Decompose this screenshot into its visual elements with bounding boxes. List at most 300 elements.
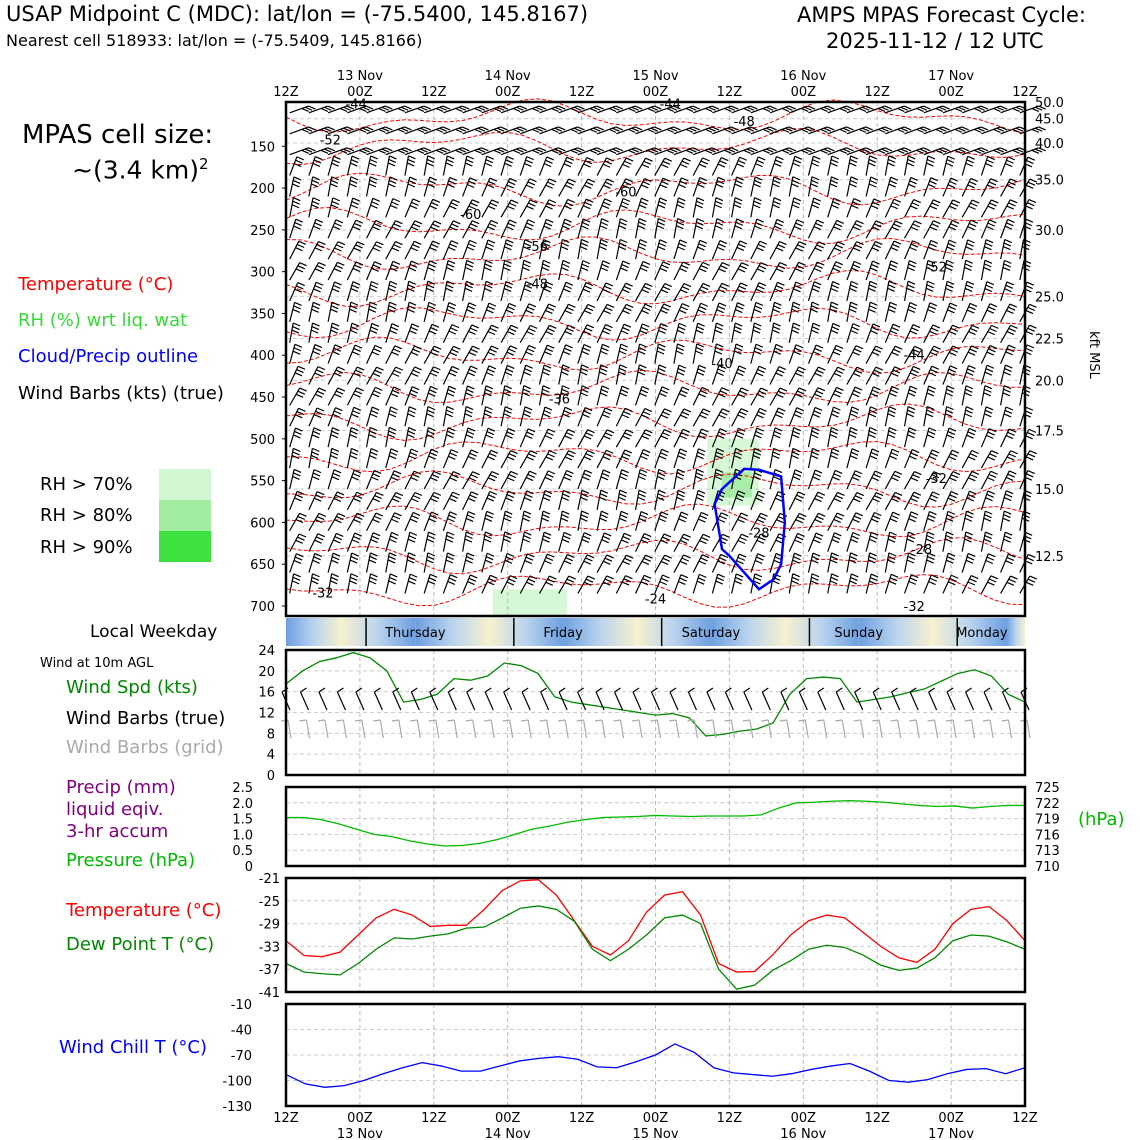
pressure-tick: 600 xyxy=(250,516,275,532)
barb-feather xyxy=(681,307,688,310)
barb-feather xyxy=(296,160,303,163)
barb-feather xyxy=(415,493,422,496)
wind-barb xyxy=(520,511,531,531)
barb-feather xyxy=(624,161,631,164)
barb-feather xyxy=(332,574,339,577)
wind-barb xyxy=(290,344,302,363)
barb-feather xyxy=(582,365,589,368)
barb-feather xyxy=(737,303,744,306)
barb-feather xyxy=(816,533,823,536)
barb-feather xyxy=(893,512,900,515)
barb-feather xyxy=(929,582,936,585)
barb-feather xyxy=(832,156,839,159)
barb-feather xyxy=(641,512,648,515)
wind-barb xyxy=(539,345,554,363)
wind-barb xyxy=(597,158,613,176)
barb-feather xyxy=(678,490,685,493)
barb-feather xyxy=(588,304,595,307)
barb-feather xyxy=(295,373,302,376)
wind-barb xyxy=(751,344,763,363)
barb-staff xyxy=(501,553,507,572)
barb-feather xyxy=(523,267,530,270)
barb-feather xyxy=(506,369,513,372)
barb-feather xyxy=(528,328,535,331)
barb-feather xyxy=(965,539,972,542)
wind-barb xyxy=(962,407,973,427)
barb-staff xyxy=(693,365,699,384)
barb-feather xyxy=(293,435,300,438)
barb-feather xyxy=(988,349,995,352)
legend-rh: RH (%) wrt liq. wat xyxy=(18,310,188,331)
barb-staff xyxy=(693,219,697,239)
barb-feather xyxy=(524,260,531,263)
barb-feather xyxy=(451,450,458,453)
wind-barb xyxy=(962,281,974,300)
barb-feather xyxy=(851,452,858,455)
barb-feather xyxy=(432,224,439,227)
wind-barb xyxy=(981,532,992,552)
barb-feather xyxy=(680,164,687,167)
wind-barb xyxy=(578,283,593,301)
wind-barb xyxy=(847,346,863,364)
barb-staff xyxy=(924,303,930,322)
cycle-time: 2025-11-12 / 12 UTC xyxy=(826,29,1044,53)
barb-staff xyxy=(547,720,550,738)
barb-staff xyxy=(597,261,603,280)
barb-feather xyxy=(504,414,511,417)
barb-feather xyxy=(663,262,670,265)
wind-barb xyxy=(655,344,666,364)
wind-barb xyxy=(482,407,493,427)
wind-barb xyxy=(597,386,609,405)
wind-barb xyxy=(655,387,669,406)
weekday-name: Thursday xyxy=(385,626,446,641)
barb-feather xyxy=(816,345,823,348)
barb-feather xyxy=(831,160,838,163)
barb-feather xyxy=(390,331,397,334)
barb-feather xyxy=(527,157,534,160)
wind-barb xyxy=(309,492,324,510)
barb-feather xyxy=(317,391,324,394)
barb-feather xyxy=(640,268,647,271)
barb-feather xyxy=(415,221,422,224)
barb-staff xyxy=(866,407,870,427)
wind-barb xyxy=(674,178,688,197)
barb-staff xyxy=(559,345,566,364)
wind-barb xyxy=(520,429,535,447)
barb-feather xyxy=(1005,289,1012,292)
barb-staff xyxy=(693,240,700,259)
barb-feather xyxy=(639,243,646,246)
barb-feather xyxy=(487,432,494,435)
wind-barb xyxy=(405,281,416,301)
barb-feather xyxy=(872,499,879,502)
barb-feather xyxy=(452,325,459,328)
barb-feather xyxy=(547,432,554,435)
legend-rh70-label: RH > 70% xyxy=(40,474,133,495)
barb-feather xyxy=(388,435,395,438)
barb-feather xyxy=(680,561,687,564)
wind-barb xyxy=(463,492,479,510)
barb-feather xyxy=(1027,558,1034,561)
barb-staff xyxy=(808,407,815,426)
barb-feather xyxy=(528,220,535,223)
wind-barb xyxy=(962,511,973,531)
barb-feather xyxy=(373,248,380,251)
barb-staff xyxy=(639,720,642,738)
barb-feather xyxy=(369,431,376,434)
wind-barb xyxy=(290,241,306,259)
barb-feather xyxy=(605,408,612,411)
barb-staff xyxy=(325,720,328,738)
barb-feather xyxy=(869,431,876,434)
barb-feather xyxy=(718,306,725,309)
barb-feather xyxy=(586,182,593,185)
barb-feather xyxy=(660,515,667,518)
barb-staff xyxy=(828,198,834,217)
barb-feather xyxy=(620,222,627,225)
weekday-name: Friday xyxy=(543,626,583,641)
barb-feather xyxy=(796,282,803,285)
wind-barb xyxy=(520,554,534,573)
barb-feather xyxy=(471,450,478,453)
barb-feather xyxy=(910,206,917,209)
wind-barb xyxy=(1001,304,1017,322)
barb-staff xyxy=(559,219,565,238)
barb-feather xyxy=(638,497,645,500)
barb-feather xyxy=(585,470,592,473)
barb-feather xyxy=(703,262,710,265)
barb-feather xyxy=(679,310,686,313)
barb-staff xyxy=(905,241,913,259)
wind-barb xyxy=(616,365,627,385)
barb-feather xyxy=(565,286,572,289)
barb-feather xyxy=(644,287,651,290)
barb-feather xyxy=(910,373,917,376)
wind-barb xyxy=(866,156,877,176)
wind-barb xyxy=(770,219,784,238)
wind-barb xyxy=(636,512,649,531)
barb-staff xyxy=(808,428,812,448)
barb-staff xyxy=(501,511,505,531)
barb-feather xyxy=(507,365,514,368)
barb-feather xyxy=(527,332,534,335)
wind-barb xyxy=(578,199,593,217)
barb-feather xyxy=(987,582,994,585)
barb-staff xyxy=(520,240,525,259)
wind-barb xyxy=(693,387,709,405)
barb-staff xyxy=(443,407,447,427)
barb-feather xyxy=(967,281,974,284)
barb-feather xyxy=(472,325,479,328)
barb-staff xyxy=(309,470,314,489)
barb-feather xyxy=(892,244,899,247)
barb-feather xyxy=(949,457,956,460)
barb-feather xyxy=(602,415,609,418)
wind-barb xyxy=(885,156,895,176)
barb-feather xyxy=(911,328,918,331)
barb-staff xyxy=(520,260,524,280)
barb-feather xyxy=(680,415,687,418)
barb-staff xyxy=(482,511,487,530)
barb-feather xyxy=(658,205,665,208)
barb-feather xyxy=(544,352,551,355)
contour-label: -24 xyxy=(644,592,667,608)
barb-staff xyxy=(770,323,774,343)
barb-feather xyxy=(776,286,783,289)
barb-staff xyxy=(565,720,568,738)
barb-feather xyxy=(601,222,608,225)
wind-barb xyxy=(463,303,476,322)
barb-feather xyxy=(331,180,338,183)
barb-feather xyxy=(965,414,972,417)
barb-feather xyxy=(792,577,799,580)
barb-feather xyxy=(1011,451,1018,454)
barb-feather xyxy=(1006,352,1013,355)
barb-feather xyxy=(833,323,840,326)
wind-barb xyxy=(386,242,403,260)
barb-staff xyxy=(847,199,854,218)
barb-feather xyxy=(989,182,996,185)
kft-tick: 45.0 xyxy=(1035,112,1064,128)
barb-feather xyxy=(1027,203,1034,206)
wind-barb xyxy=(981,304,997,322)
barb-feather xyxy=(449,578,456,581)
barb-feather xyxy=(774,198,781,201)
barb-feather xyxy=(776,248,783,251)
wind-barb xyxy=(482,511,494,530)
barb-feather xyxy=(352,323,359,326)
barb-feather xyxy=(566,471,573,474)
barb-feather xyxy=(470,575,477,578)
wind-barb xyxy=(770,388,787,405)
barb-feather xyxy=(546,557,553,560)
barb-feather xyxy=(853,499,860,502)
barb-feather xyxy=(599,497,606,500)
barb-feather xyxy=(332,201,339,204)
barb-feather xyxy=(657,226,664,229)
wind-barb xyxy=(962,576,978,594)
barb-feather xyxy=(933,325,940,328)
barb-staff xyxy=(1001,386,1004,406)
barb-feather xyxy=(488,352,495,355)
barb-staff xyxy=(688,692,696,710)
barb-feather xyxy=(970,475,977,478)
barb-feather xyxy=(855,471,862,474)
barb-staff xyxy=(693,198,697,218)
wind-barb xyxy=(1020,451,1037,468)
barb-staff xyxy=(866,449,872,468)
barb-feather xyxy=(968,352,975,355)
barb-feather xyxy=(651,720,658,721)
barb-feather xyxy=(777,411,784,414)
barb-staff xyxy=(559,511,563,531)
barb-feather xyxy=(946,532,953,535)
barb-feather xyxy=(985,260,992,263)
barb-staff xyxy=(616,219,620,239)
barb-feather xyxy=(622,202,629,205)
barb-feather xyxy=(604,286,611,289)
barb-staff xyxy=(520,386,523,406)
wind-barb xyxy=(885,512,899,531)
barb-feather xyxy=(412,387,419,390)
barb-staff xyxy=(539,491,544,510)
barb-feather xyxy=(526,478,533,481)
barb-feather xyxy=(296,554,303,557)
wind-barb xyxy=(943,240,956,259)
wind-barb xyxy=(347,388,363,406)
wind-barb xyxy=(559,239,570,259)
wind-barb xyxy=(655,555,672,572)
barb-staff xyxy=(808,302,812,322)
barb-feather xyxy=(799,367,806,370)
barb-feather xyxy=(813,285,820,288)
barb-feather xyxy=(852,327,859,330)
barb-staff xyxy=(306,720,309,738)
barb-feather xyxy=(373,519,380,522)
barb-feather xyxy=(953,200,960,203)
barb-feather xyxy=(736,435,743,438)
wind-barb xyxy=(424,407,435,427)
barb-feather xyxy=(525,369,532,372)
barb-staff xyxy=(1001,282,1007,301)
barb-feather xyxy=(850,456,857,459)
barb-feather xyxy=(334,394,341,397)
barb-feather xyxy=(946,285,953,288)
barb-feather xyxy=(619,247,626,250)
barb-staff xyxy=(463,303,469,322)
barb-feather xyxy=(503,393,510,396)
barb-feather xyxy=(736,344,743,347)
barb-staff xyxy=(290,574,294,594)
wind-barb xyxy=(693,323,704,343)
barb-feather xyxy=(376,220,383,223)
barb-feather xyxy=(754,323,761,326)
barb-staff xyxy=(981,365,986,384)
wind-barb xyxy=(1020,127,1046,134)
barb-feather xyxy=(565,457,572,460)
barb-feather xyxy=(545,160,552,163)
barb-feather xyxy=(909,306,916,309)
barb-feather xyxy=(758,370,765,373)
wind-barb xyxy=(367,323,379,342)
barb-staff xyxy=(405,156,408,176)
barb-feather xyxy=(986,561,993,564)
barb-staff xyxy=(520,282,526,301)
barb-staff xyxy=(885,281,889,301)
barb-staff xyxy=(636,490,640,510)
barb-feather xyxy=(350,560,357,563)
wind-barb xyxy=(367,574,378,594)
barb-staff xyxy=(712,219,716,238)
barb-feather xyxy=(910,578,917,581)
barb-feather xyxy=(813,323,820,326)
wind-barb xyxy=(405,512,420,530)
wind-barb xyxy=(712,409,729,426)
barb-staff xyxy=(559,282,566,301)
wind-barb xyxy=(847,324,860,343)
wind-barb xyxy=(1001,554,1016,572)
barb-feather xyxy=(429,456,436,459)
barb-staff xyxy=(943,428,949,447)
barb-feather xyxy=(734,330,741,333)
barb-feather xyxy=(928,156,935,159)
barb-staff xyxy=(828,323,833,342)
barb-feather xyxy=(1005,365,1012,368)
barb-staff xyxy=(770,574,774,594)
barb-staff xyxy=(367,156,371,176)
wind-barb xyxy=(636,409,652,427)
barb-feather xyxy=(595,720,602,721)
barb-feather xyxy=(774,163,781,166)
barb-feather xyxy=(602,219,609,222)
barb-staff xyxy=(309,323,313,343)
barb-feather xyxy=(620,393,627,396)
wind-barb xyxy=(712,554,727,572)
barb-feather xyxy=(542,267,549,270)
barb-feather xyxy=(468,331,475,334)
barb-feather xyxy=(644,575,651,578)
barb-feather xyxy=(796,520,803,523)
wind-barb xyxy=(597,261,610,280)
barb-feather xyxy=(658,494,665,497)
barb-feather xyxy=(969,332,976,335)
barb-feather xyxy=(311,455,318,458)
barb-feather xyxy=(838,367,845,370)
barb-feather xyxy=(427,410,434,413)
barb-feather xyxy=(600,393,607,396)
wind-barb xyxy=(885,302,897,321)
barb-feather xyxy=(669,720,676,721)
barb-feather xyxy=(895,492,902,495)
barb-feather xyxy=(758,286,765,289)
barb-feather xyxy=(373,720,380,721)
barb-feather xyxy=(394,387,401,390)
barb-feather xyxy=(759,266,766,269)
barb-feather xyxy=(912,495,919,498)
barb-feather xyxy=(409,281,416,284)
barb-feather xyxy=(1004,536,1011,539)
barb-feather xyxy=(908,536,915,539)
barb-feather xyxy=(890,532,897,535)
barb-feather xyxy=(565,407,572,410)
barb-feather xyxy=(661,324,668,327)
grid-wind-barb xyxy=(410,720,420,738)
barb-feather xyxy=(600,494,607,497)
barb-feather xyxy=(894,241,901,244)
wind-barb xyxy=(808,574,819,594)
barb-feather xyxy=(486,407,493,410)
barb-feather xyxy=(484,414,491,417)
barb-staff xyxy=(290,177,294,197)
wind-barb xyxy=(616,386,629,405)
wind-barb xyxy=(501,178,517,196)
barb-feather xyxy=(314,557,321,560)
barb-staff xyxy=(636,198,642,217)
wind-barb xyxy=(520,491,533,510)
barb-feather xyxy=(426,288,433,291)
barb-feather xyxy=(488,306,495,309)
barb-feather xyxy=(640,456,647,459)
barb-feather xyxy=(353,268,360,271)
kft-tick: 25.0 xyxy=(1035,290,1064,306)
barb-feather xyxy=(811,309,818,312)
barb-feather xyxy=(741,409,748,412)
barb-feather xyxy=(452,224,459,227)
barb-staff xyxy=(943,386,947,406)
wind-barb xyxy=(386,407,398,426)
barb-feather xyxy=(511,471,518,474)
